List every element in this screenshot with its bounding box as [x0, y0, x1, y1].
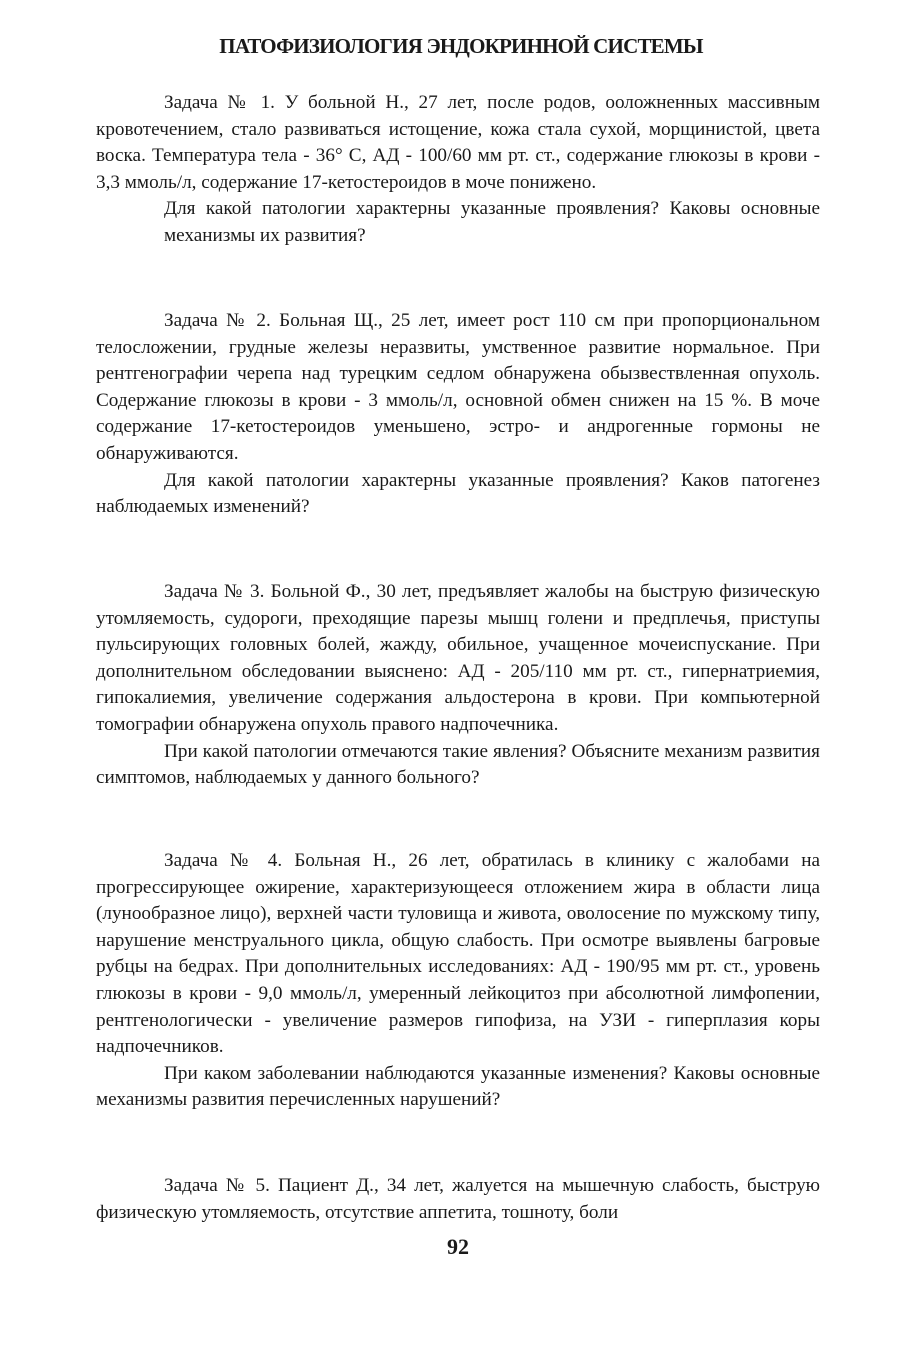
task-5-text: Задача № 5. Пациент Д., 34 лет, жалуется на мышечную слабость, быструю физическую утомляемость, отсутствие аппетита, тошноту, боли [96, 1175, 820, 1223]
task-5 [96, 1173, 820, 1226]
page-number: 92 [447, 1234, 469, 1259]
task-4 [96, 848, 820, 1114]
task-4-text: Задача № 4. Больная Н., 26 лет, обратилась в клинику с жалобами на прогрессирующее ожирение, характеризующееся отложением жира в области лица (лунообразное лицо), верхней части туловища и живота, оволосение по мужскому типу, нарушение менструального цикла, общую слабость. При осмотре выявлены багровые рубцы на бедрах. При дополнительных исследованиях: АД - 190/95 мм рт. ст., уровень глюкозы в крови - 9,0 ммоль/л, умеренный лейкоцитоз при абсолютной лимфопении, рентгенологически - увеличение размеров гипофиза, на УЗИ - гиперплазия коры надпочечников. [96, 850, 820, 1058]
task-2-question: Для какой патологии характерны указанные проявления? Каков патогенез наблюдаемых изменений? [96, 469, 820, 518]
task-2 [96, 308, 820, 521]
task-3 [96, 579, 820, 792]
task-2-text: Задача № 2. Больная Щ., 25 лет, имеет рост 110 см при пропорциональном телосложении, грудные железы неразвиты, умственное развитие нормальное. При рентгенографии черепа над турецким седлом обнаружена обызвествленная опухоль. Содержание глюкозы в крови - 3 ммоль/л, основной обмен снижен на 15 %. В моче содержание 17-кетостероидов уменьшено, эстро- и андрогенные гормоны не обнаруживаются. [96, 310, 820, 464]
page-title: ПАТОФИЗИОЛОГИЯ ЭНДОКРИННОЙ СИСТЕМЫ [219, 34, 703, 58]
task-4-question: При каком заболевании наблюдаются указанные изменения? Каковы основные механизмы развития перечисленных нарушений? [96, 1062, 820, 1111]
task-1-text: Задача № 1. У больной Н., 27 лет, после родов, ооложненных массивным кровотечением, стало развиваться истощение, кожа стала сухой, морщинистой, цвета воска. Температура тела - 36° С, АД - 100/60 мм рт. ст., содержание глюкозы в крови - 3,3 ммоль/л, содержание 17-кетостероидов в моче понижено. [96, 92, 820, 193]
task-1-question: Для какой патологии характерны указанные проявления? Каковы основные механизмы их развития? [164, 198, 820, 246]
task-3-text: Задача № 3. Больной Ф., 30 лет, предъявляет жалобы на быструю физическую утомляемость, судороги, преходящие парезы мышц голени и предплечья, приступы пульсирующих головных болей, жажду, обильное, учащенное мочеиспускание. При дополнительном обследовании выяснено: АД - 205/110 мм рт. ст., гипернатриемия, гипокалиемия, увеличение содержания альдостерона в крови. При компьютерной томографии обнаружена опухоль правого надпочечника. [96, 581, 820, 735]
task-1 [96, 90, 820, 250]
task-3-question: При какой патологии отмечаются такие явления? Объясните механизм развития симптомов, наблюдаемых у данного больного? [96, 740, 820, 789]
